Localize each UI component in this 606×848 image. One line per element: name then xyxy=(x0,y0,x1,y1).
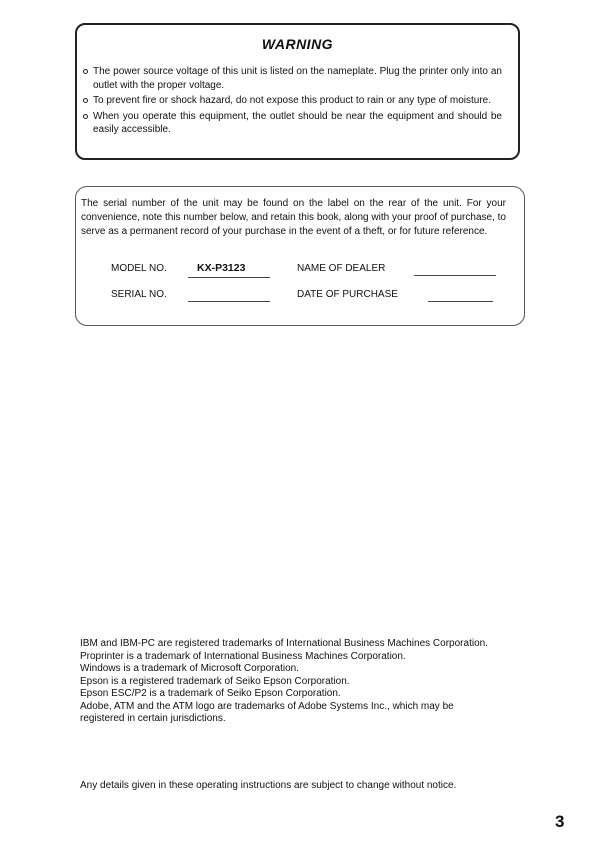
warning-box xyxy=(75,23,520,160)
serial-no-label: SERIAL NO. xyxy=(111,289,167,300)
model-no-line xyxy=(188,277,270,278)
warning-item: When you operate this equipment, the outlet should be near the equipment and should be easily accessible. xyxy=(83,110,502,137)
trademark-line: Epson is a registered trademark of Seiko Epson Corporation. xyxy=(80,675,350,687)
warning-item: To prevent fire or shock hazard, do not expose this product to rain or any type of moisture. xyxy=(83,94,502,108)
purchase-date-label: DATE OF PURCHASE xyxy=(297,289,398,300)
dealer-name-label: NAME OF DEALER xyxy=(297,263,386,274)
trademark-notices xyxy=(80,638,500,726)
warning-list xyxy=(83,65,502,139)
serial-record-box xyxy=(75,186,525,326)
trademark-line: Proprinter is a trademark of International Business Machines Corporation. xyxy=(80,650,406,662)
model-no-label: MODEL NO. xyxy=(111,263,167,274)
serial-no-field[interactable] xyxy=(188,301,270,302)
page-number: 3 xyxy=(555,812,565,831)
change-notice: Any details given in these operating instructions are subject to change without notice. xyxy=(80,780,457,791)
model-no-value: KX-P3123 xyxy=(197,262,246,274)
purchase-date-field[interactable] xyxy=(428,301,493,302)
trademark-line: IBM and IBM-PC are registered trademarks of International Business Machines Corporation. xyxy=(80,638,488,649)
trademark-line: Epson ESC/P2 is a trademark of Seiko Epson Corporation. xyxy=(80,688,341,699)
warning-item: The power source voltage of this unit is listed on the nameplate. Plug the printer only into an outlet with the proper voltage. xyxy=(83,65,502,92)
warning-title: WARNING xyxy=(261,36,334,52)
trademark-line: Adobe, ATM and the ATM logo are trademarks of Adobe Systems Inc., which may be registered in certain jurisdictions. xyxy=(80,700,454,724)
trademark-line: Windows is a trademark of Microsoft Corporation. xyxy=(80,663,299,674)
serial-instructions: The serial number of the unit may be found on the label on the rear of the unit. For your convenience, note this number below, and retain this book, along with your proof of purchase, to serve as a permanent record of your purchase in the event of a theft, or for future reference. xyxy=(81,198,506,237)
dealer-name-field[interactable] xyxy=(414,275,496,276)
